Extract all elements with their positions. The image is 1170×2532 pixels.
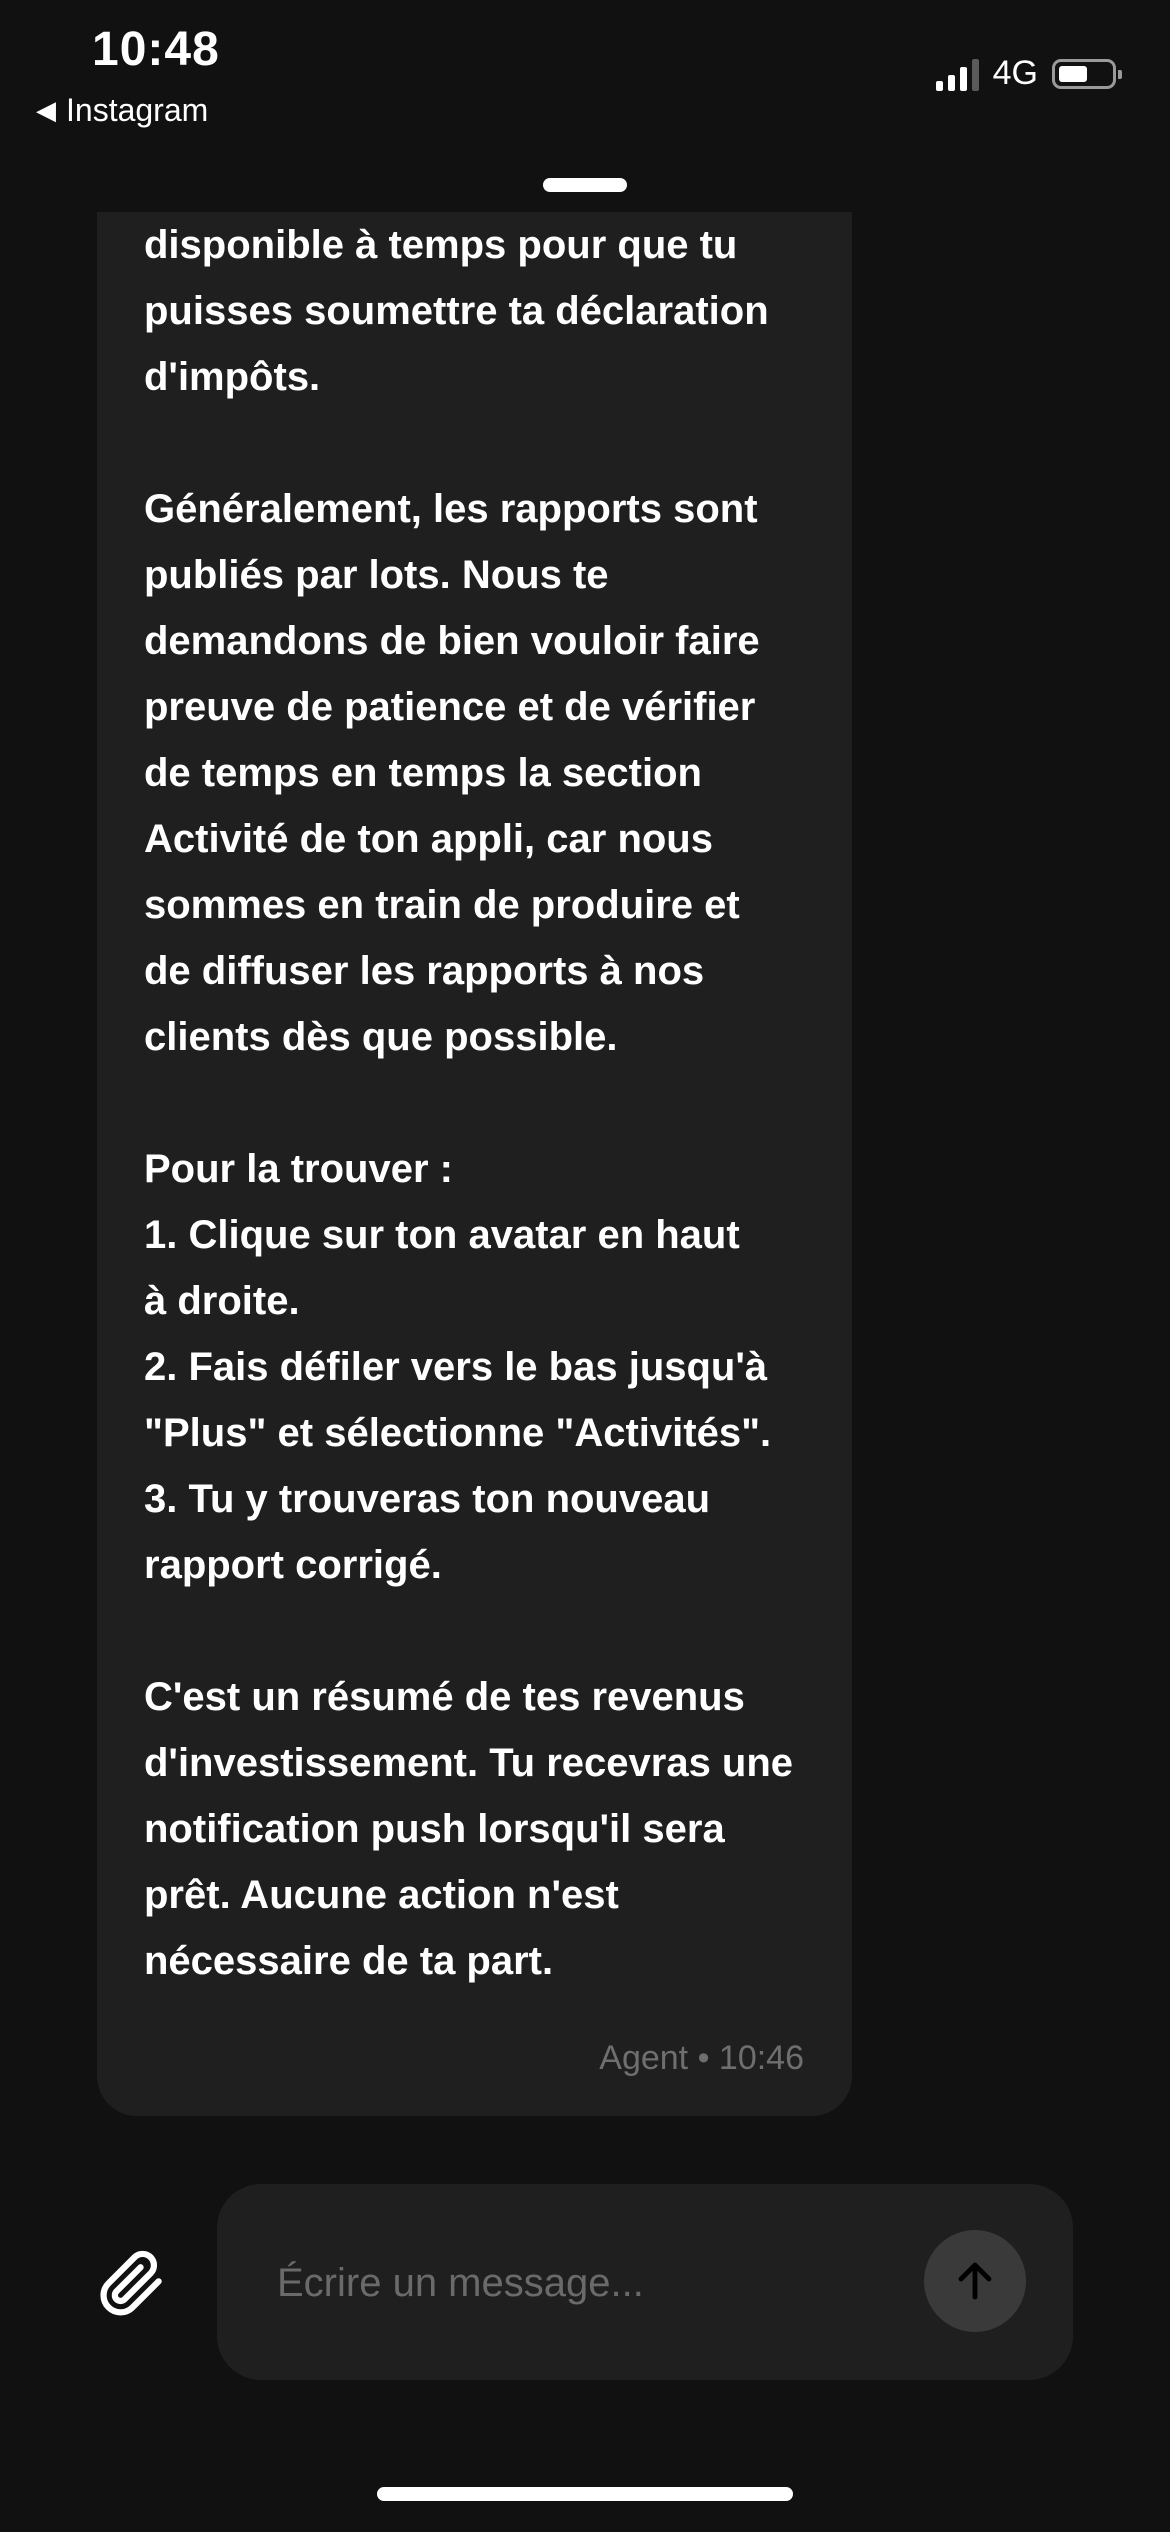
status-bar xyxy=(0,0,1170,150)
message-meta: Agent • 10:46 xyxy=(599,2039,804,2077)
battery-icon xyxy=(1052,59,1116,89)
home-indicator[interactable] xyxy=(377,2487,793,2501)
status-indicators xyxy=(936,54,1116,93)
back-triangle-icon: ◀ xyxy=(36,95,56,125)
message-composer xyxy=(217,2184,1073,2380)
cellular-signal-icon xyxy=(936,57,979,91)
send-button[interactable] xyxy=(924,2230,1026,2332)
network-type: 4G xyxy=(992,54,1038,92)
message-input[interactable] xyxy=(275,2246,879,2320)
message-text: disponible à temps pour que tu puisses soumettre ta déclaration d'impôts. Généralement, les rapports sont publiés par lots. Nous te demandons de bien vouloir faire preuve de patience et de vérifier de temps en temps la section Activité de ton appli, car nous sommes en train de produire et de diffuser les rapports à nos clients dès que possible. Pour la trouver : 1. Clique sur ton avatar en haut à droite. 2. Fais défiler vers le bas jusqu'à "Plus" et sélectionne "Activités". 3. Tu y trouveras ton nouveau rapport corrigé. C'est un résumé de tes revenus d'investissement. Tu recevras une notification push lorsqu'il sera prêt. Aucune action n'est nécessaire de ta part. xyxy=(144,223,794,1983)
arrow-up-icon xyxy=(951,2257,999,2305)
paperclip-icon xyxy=(98,2250,166,2318)
status-time: 10:48 xyxy=(92,23,220,76)
back-to-app-link[interactable] xyxy=(36,92,208,129)
back-app-label: Instagram xyxy=(66,92,209,128)
agent-message-bubble xyxy=(97,212,852,2116)
attach-button[interactable] xyxy=(98,2250,166,2318)
sheet-grabber-handle[interactable] xyxy=(543,178,627,192)
